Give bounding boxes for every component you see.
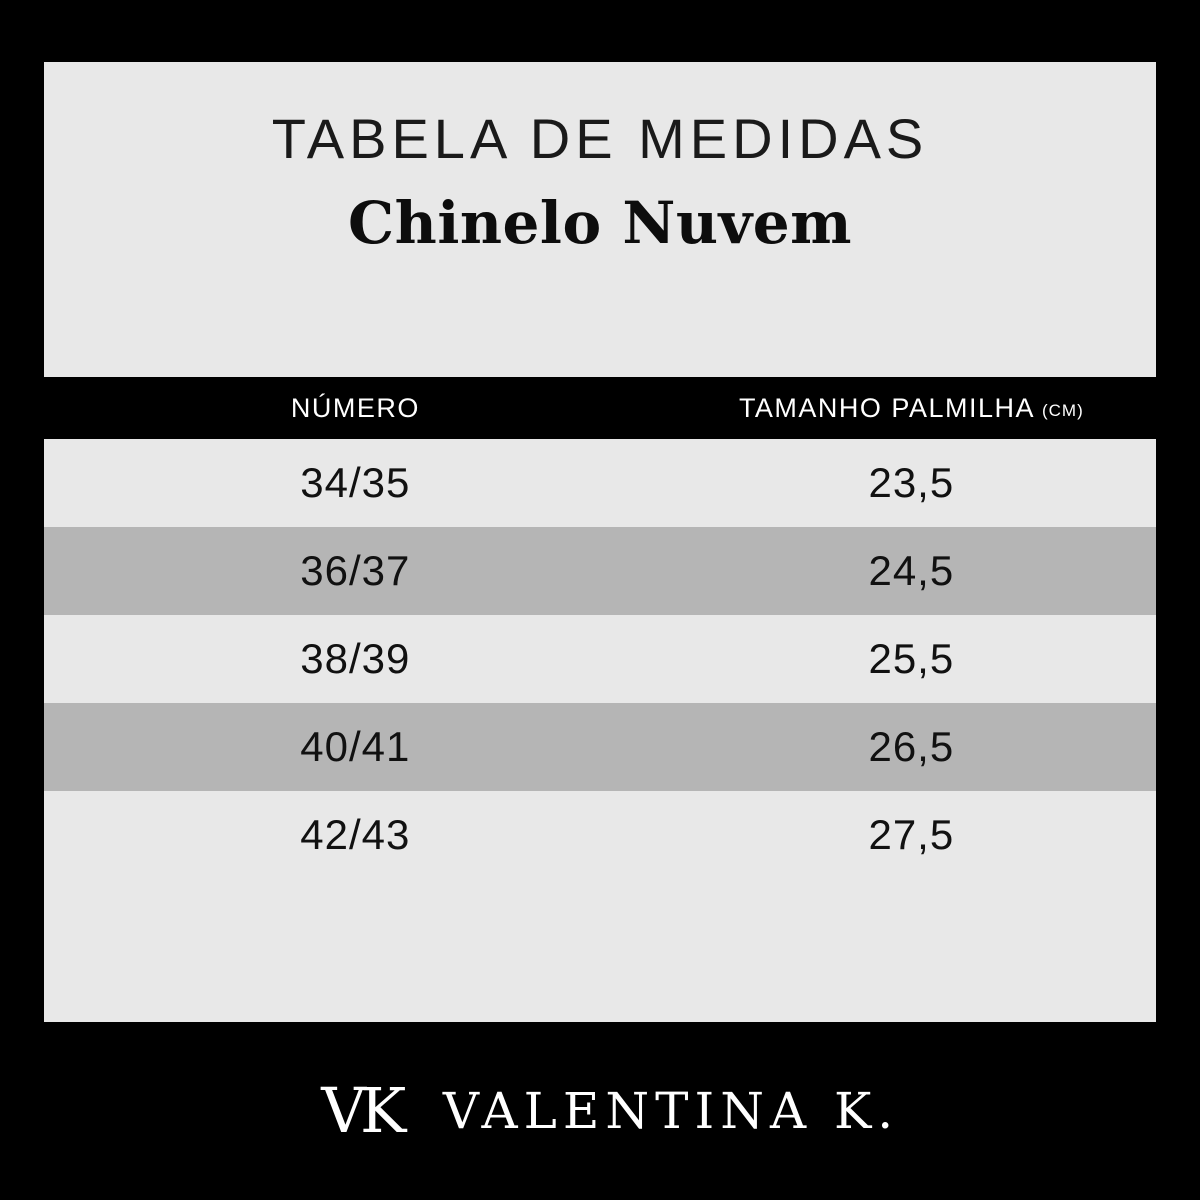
brand-footer bbox=[0, 1022, 1200, 1200]
card-header bbox=[44, 62, 1156, 257]
monogram-text: VK bbox=[321, 1074, 401, 1147]
cell-numero: 42/43 bbox=[300, 811, 411, 858]
table-row bbox=[44, 703, 1156, 791]
cell-numero: 36/37 bbox=[300, 547, 411, 594]
column-header-numero: NÚMERO bbox=[290, 392, 420, 423]
cell-palmilha: 27,5 bbox=[868, 811, 955, 858]
product-name: Chinelo Nuvem bbox=[347, 188, 852, 257]
table-header-row bbox=[44, 377, 1156, 439]
cell-numero: 34/35 bbox=[300, 459, 411, 506]
table-row bbox=[44, 439, 1156, 527]
cell-palmilha: 26,5 bbox=[868, 723, 955, 770]
column-header-palmilha bbox=[667, 377, 1156, 439]
brand-name: VALENTINA K. bbox=[442, 1082, 900, 1140]
column-header-palmilha-unit: (CM) bbox=[1041, 401, 1084, 420]
table-row bbox=[44, 791, 1156, 879]
cell-numero: 40/41 bbox=[300, 723, 411, 770]
table-row bbox=[44, 615, 1156, 703]
table-row bbox=[44, 527, 1156, 615]
size-chart-card bbox=[44, 62, 1156, 1022]
cell-palmilha: 25,5 bbox=[868, 635, 955, 682]
measurements-table bbox=[44, 377, 1156, 879]
cell-palmilha: 23,5 bbox=[868, 459, 955, 506]
cell-numero: 38/39 bbox=[300, 635, 411, 682]
cell-palmilha: 24,5 bbox=[868, 547, 955, 594]
page-title: TABELA DE MEDIDAS bbox=[271, 107, 929, 170]
column-header-palmilha-label: TAMANHO PALMILHA bbox=[738, 392, 1035, 423]
vk-monogram-icon bbox=[301, 1072, 421, 1150]
